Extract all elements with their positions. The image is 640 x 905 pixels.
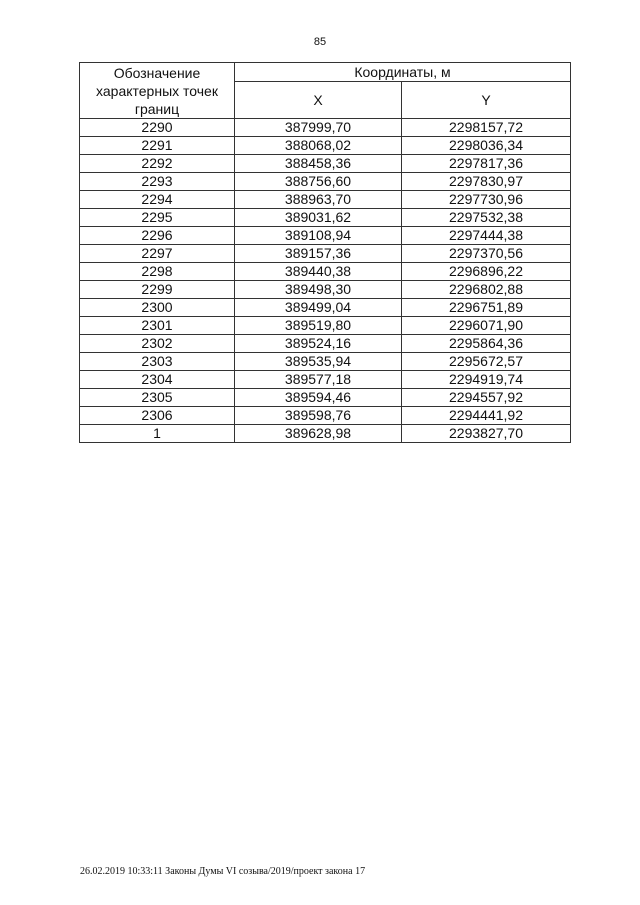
table-row [80, 371, 571, 389]
table-row [80, 299, 571, 317]
x-coordinate-cell: 389535,94 [235, 353, 402, 371]
coordinates-table [79, 62, 571, 443]
y-coordinate-cell: 2294441,92 [402, 407, 571, 425]
point-cell: 2295 [80, 209, 235, 227]
point-designation-header: Обозначение характерных точек границ [80, 63, 235, 119]
table-row [80, 155, 571, 173]
table-row [80, 209, 571, 227]
y-coordinate-cell: 2297730,96 [402, 191, 571, 209]
y-coordinate-cell: 2297370,56 [402, 245, 571, 263]
point-cell: 1 [80, 425, 235, 443]
y-coordinate-cell: 2294557,92 [402, 389, 571, 407]
table-row [80, 389, 571, 407]
x-coordinate-cell: 389628,98 [235, 425, 402, 443]
table-row [80, 173, 571, 191]
point-cell: 2292 [80, 155, 235, 173]
table-row [80, 281, 571, 299]
table-row [80, 245, 571, 263]
point-cell: 2297 [80, 245, 235, 263]
x-coordinate-cell: 388756,60 [235, 173, 402, 191]
point-cell: 2294 [80, 191, 235, 209]
y-coordinate-cell: 2297444,38 [402, 227, 571, 245]
x-coordinate-cell: 389440,38 [235, 263, 402, 281]
point-cell: 2291 [80, 137, 235, 155]
x-coordinate-cell: 389498,30 [235, 281, 402, 299]
y-coordinate-cell: 2293827,70 [402, 425, 571, 443]
point-cell: 2306 [80, 407, 235, 425]
table-row [80, 353, 571, 371]
table-row [80, 407, 571, 425]
table-row [80, 191, 571, 209]
point-cell: 2301 [80, 317, 235, 335]
document-footer: 26.02.2019 10:33:11 Законы Думы VI созыва/2019/проект закона 17 [80, 866, 366, 877]
point-cell: 2302 [80, 335, 235, 353]
table-row [80, 119, 571, 137]
table-row [80, 263, 571, 281]
y-coordinate-cell: 2298036,34 [402, 137, 571, 155]
table-header [80, 63, 571, 119]
y-column-header: Y [402, 82, 571, 119]
point-cell: 2298 [80, 263, 235, 281]
x-coordinate-cell: 389499,04 [235, 299, 402, 317]
y-coordinate-cell: 2296751,89 [402, 299, 571, 317]
point-cell: 2299 [80, 281, 235, 299]
point-cell: 2305 [80, 389, 235, 407]
x-coordinate-cell: 387999,70 [235, 119, 402, 137]
x-coordinate-cell: 389031,62 [235, 209, 402, 227]
x-coordinate-cell: 389157,36 [235, 245, 402, 263]
y-coordinate-cell: 2297830,97 [402, 173, 571, 191]
y-coordinate-cell: 2294919,74 [402, 371, 571, 389]
point-cell: 2300 [80, 299, 235, 317]
coordinates-header: Координаты, м [235, 63, 571, 82]
y-coordinate-cell: 2295672,57 [402, 353, 571, 371]
y-coordinate-cell: 2296071,90 [402, 317, 571, 335]
y-coordinate-cell: 2297532,38 [402, 209, 571, 227]
table-row [80, 227, 571, 245]
x-coordinate-cell: 388068,02 [235, 137, 402, 155]
point-cell: 2296 [80, 227, 235, 245]
table-row [80, 335, 571, 353]
x-coordinate-cell: 388458,36 [235, 155, 402, 173]
point-cell: 2303 [80, 353, 235, 371]
x-coordinate-cell: 389519,80 [235, 317, 402, 335]
point-cell: 2304 [80, 371, 235, 389]
point-cell: 2290 [80, 119, 235, 137]
y-coordinate-cell: 2296896,22 [402, 263, 571, 281]
page-number: 85 [313, 36, 327, 48]
table-row [80, 425, 571, 443]
y-coordinate-cell: 2296802,88 [402, 281, 571, 299]
y-coordinate-cell: 2298157,72 [402, 119, 571, 137]
x-coordinate-cell: 388963,70 [235, 191, 402, 209]
table-row [80, 137, 571, 155]
x-coordinate-cell: 389594,46 [235, 389, 402, 407]
table-body [80, 119, 571, 443]
x-coordinate-cell: 389598,76 [235, 407, 402, 425]
x-coordinate-cell: 389524,16 [235, 335, 402, 353]
table-row [80, 317, 571, 335]
y-coordinate-cell: 2295864,36 [402, 335, 571, 353]
x-coordinate-cell: 389577,18 [235, 371, 402, 389]
y-coordinate-cell: 2297817,36 [402, 155, 571, 173]
point-cell: 2293 [80, 173, 235, 191]
x-coordinate-cell: 389108,94 [235, 227, 402, 245]
x-column-header: X [235, 82, 402, 119]
